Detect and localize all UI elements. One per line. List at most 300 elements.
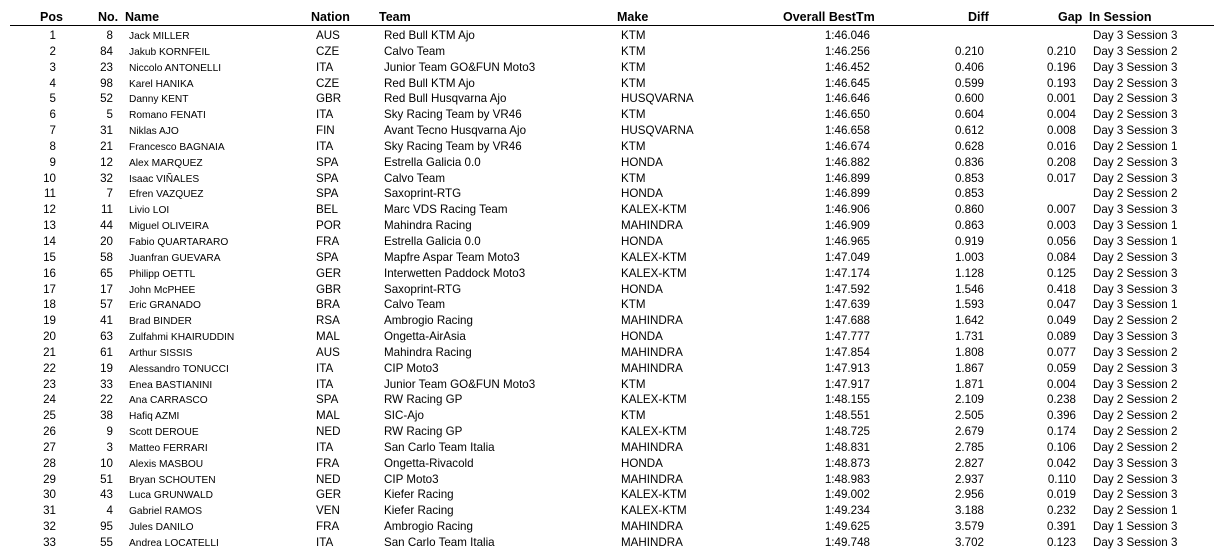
row-make: KTM bbox=[621, 377, 646, 391]
row-rider-name: Livio LOI bbox=[129, 205, 170, 217]
row-number: 23 bbox=[100, 60, 113, 74]
row-team: Kiefer Racing bbox=[384, 488, 454, 502]
row-pos: 33 bbox=[43, 536, 56, 549]
row-best-time: 1:46.452 bbox=[824, 60, 870, 74]
table-row bbox=[0, 313, 1224, 329]
row-team: San Carlo Team Italia bbox=[384, 536, 495, 549]
row-number: 11 bbox=[100, 203, 113, 217]
row-team: San Carlo Team Italia bbox=[384, 440, 495, 454]
row-pos: 5 bbox=[49, 92, 56, 106]
row-rider-name: Enea BASTIANINI bbox=[129, 379, 213, 391]
row-diff: 0.836 bbox=[954, 155, 984, 169]
row-nation: GBR bbox=[316, 92, 342, 106]
row-make: KALEX-KTM bbox=[621, 393, 687, 407]
row-rider-name: Alex MARQUEZ bbox=[129, 157, 203, 169]
row-team: Interwetten Paddock Moto3 bbox=[384, 266, 526, 280]
row-session: Day 3 Session 1 bbox=[1093, 298, 1178, 312]
row-best-time: 1:46.650 bbox=[824, 108, 870, 122]
row-gap: 0.077 bbox=[1046, 345, 1076, 359]
row-make: KTM bbox=[621, 139, 646, 153]
table-row bbox=[0, 440, 1224, 456]
row-make: MAHINDRA bbox=[621, 345, 683, 359]
row-make: KALEX-KTM bbox=[621, 425, 687, 439]
row-diff: 0.210 bbox=[954, 44, 984, 58]
row-best-time: 1:47.174 bbox=[824, 266, 870, 280]
row-diff: 2.937 bbox=[954, 472, 984, 486]
row-diff: 1.003 bbox=[954, 250, 984, 264]
row-rider-name: Alessandro TONUCCI bbox=[129, 363, 229, 375]
row-pos: 13 bbox=[43, 219, 56, 233]
row-gap: 0.110 bbox=[1047, 472, 1076, 486]
row-rider-name: Luca GRUNWALD bbox=[129, 490, 213, 502]
row-team: Estrella Galicia 0.0 bbox=[384, 155, 481, 169]
row-nation: CZE bbox=[316, 44, 340, 58]
row-make: HONDA bbox=[621, 187, 663, 201]
row-nation: BRA bbox=[316, 298, 340, 312]
row-best-time: 1:48.983 bbox=[824, 472, 870, 486]
row-pos: 7 bbox=[49, 124, 56, 138]
row-best-time: 1:46.674 bbox=[824, 139, 870, 153]
row-pos: 4 bbox=[49, 76, 56, 90]
row-best-time: 1:49.234 bbox=[824, 504, 870, 518]
row-session: Day 3 Session 3 bbox=[1093, 456, 1178, 470]
row-make: KALEX-KTM bbox=[621, 203, 687, 217]
row-pos: 30 bbox=[43, 488, 56, 502]
row-gap: 0.059 bbox=[1046, 361, 1076, 375]
table-row bbox=[0, 392, 1224, 408]
row-number: 33 bbox=[100, 377, 113, 391]
header-name: Name bbox=[125, 10, 160, 24]
row-nation: GER bbox=[316, 266, 342, 280]
row-make: KTM bbox=[621, 171, 646, 185]
row-pos: 19 bbox=[43, 314, 56, 328]
table-row bbox=[0, 44, 1224, 60]
row-team: Red Bull Husqvarna Ajo bbox=[384, 92, 507, 106]
row-best-time: 1:48.831 bbox=[824, 440, 870, 454]
row-diff: 1.871 bbox=[954, 377, 984, 391]
row-nation: ITA bbox=[316, 60, 334, 74]
row-make: KTM bbox=[621, 76, 646, 90]
row-gap: 0.004 bbox=[1046, 377, 1076, 391]
row-session: Day 3 Session 3 bbox=[1093, 282, 1178, 296]
row-gap: 0.017 bbox=[1046, 171, 1076, 185]
row-nation: SPA bbox=[316, 250, 339, 264]
row-nation: FRA bbox=[316, 520, 340, 534]
row-pos: 32 bbox=[43, 520, 56, 534]
row-pos: 9 bbox=[49, 155, 56, 169]
row-pos: 29 bbox=[43, 472, 56, 486]
row-gap: 0.174 bbox=[1046, 425, 1076, 439]
row-make: KTM bbox=[621, 298, 646, 312]
row-diff: 0.860 bbox=[954, 203, 984, 217]
row-nation: AUS bbox=[316, 29, 340, 42]
row-gap: 0.047 bbox=[1046, 298, 1076, 312]
row-rider-name: Alexis MASBOU bbox=[129, 458, 204, 470]
row-session: Day 2 Session 1 bbox=[1093, 139, 1178, 153]
row-pos: 23 bbox=[43, 377, 56, 391]
row-make: MAHINDRA bbox=[621, 520, 683, 534]
row-session: Day 3 Session 3 bbox=[1093, 330, 1178, 344]
row-gap: 0.238 bbox=[1046, 393, 1076, 407]
row-make: KALEX-KTM bbox=[621, 250, 687, 264]
row-gap: 0.008 bbox=[1046, 124, 1076, 138]
row-number: 21 bbox=[100, 139, 113, 153]
row-nation: GBR bbox=[316, 282, 342, 296]
row-team: Avant Tecno Husqvarna Ajo bbox=[384, 124, 527, 138]
row-team: RW Racing GP bbox=[384, 425, 463, 439]
row-number: 31 bbox=[100, 124, 113, 138]
row-pos: 31 bbox=[43, 504, 56, 518]
row-team: Mapfre Aspar Team Moto3 bbox=[384, 250, 520, 264]
row-diff: 0.853 bbox=[954, 187, 984, 201]
row-diff: 2.827 bbox=[954, 456, 984, 470]
row-nation: FIN bbox=[316, 124, 335, 138]
row-gap: 0.232 bbox=[1046, 504, 1076, 518]
row-number: 41 bbox=[100, 314, 113, 328]
row-best-time: 1:46.256 bbox=[824, 44, 870, 58]
row-diff: 0.406 bbox=[954, 60, 984, 74]
row-rider-name: Karel HANIKA bbox=[129, 78, 194, 90]
row-number: 3 bbox=[106, 440, 113, 454]
row-session: Day 3 Session 2 bbox=[1093, 345, 1178, 359]
row-pos: 6 bbox=[49, 108, 56, 122]
row-nation: CZE bbox=[316, 76, 340, 90]
row-pos: 20 bbox=[43, 330, 56, 344]
row-number: 38 bbox=[100, 409, 113, 423]
row-best-time: 1:47.913 bbox=[824, 361, 870, 375]
row-pos: 11 bbox=[43, 187, 56, 201]
row-session: Day 2 Session 2 bbox=[1093, 393, 1178, 407]
row-best-time: 1:47.777 bbox=[824, 330, 870, 344]
row-diff: 0.919 bbox=[954, 234, 984, 248]
row-nation: GER bbox=[316, 488, 342, 502]
row-nation: SPA bbox=[316, 171, 339, 185]
row-session: Day 2 Session 1 bbox=[1093, 504, 1178, 518]
row-make: HONDA bbox=[621, 155, 663, 169]
row-nation: ITA bbox=[316, 377, 334, 391]
row-gap: 0.396 bbox=[1046, 409, 1076, 423]
row-diff: 2.785 bbox=[954, 440, 984, 454]
row-number: 4 bbox=[106, 504, 113, 518]
row-diff: 0.853 bbox=[954, 171, 984, 185]
row-best-time: 1:48.155 bbox=[824, 393, 870, 407]
table-row bbox=[0, 218, 1224, 234]
row-team: Marc VDS Racing Team bbox=[384, 203, 508, 217]
row-session: Day 2 Session 2 bbox=[1093, 409, 1178, 423]
row-rider-name: Romano FENATI bbox=[129, 110, 206, 122]
row-pos: 27 bbox=[43, 440, 56, 454]
row-team: Ambrogio Racing bbox=[384, 520, 473, 534]
row-pos: 15 bbox=[43, 250, 56, 264]
row-best-time: 1:47.639 bbox=[824, 298, 870, 312]
header-divider bbox=[10, 25, 1214, 26]
row-pos: 25 bbox=[43, 409, 56, 423]
row-best-time: 1:46.646 bbox=[824, 92, 870, 106]
row-pos: 2 bbox=[49, 44, 56, 58]
row-best-time: 1:46.906 bbox=[824, 203, 870, 217]
row-make: HUSQVARNA bbox=[621, 124, 694, 138]
row-diff: 1.731 bbox=[954, 330, 984, 344]
row-make: KALEX-KTM bbox=[621, 266, 687, 280]
row-team: Saxoprint-RTG bbox=[384, 282, 462, 296]
row-number: 12 bbox=[100, 155, 113, 169]
row-team: Red Bull KTM Ajo bbox=[384, 76, 475, 90]
table-row bbox=[0, 377, 1224, 393]
row-number: 8 bbox=[106, 29, 113, 42]
row-team: Red Bull KTM Ajo bbox=[384, 29, 475, 42]
table-row bbox=[0, 186, 1224, 202]
table-row bbox=[0, 456, 1224, 472]
table-row bbox=[0, 408, 1224, 424]
row-best-time: 1:47.592 bbox=[824, 282, 870, 296]
row-rider-name: Andrea LOCATELLI bbox=[129, 538, 219, 549]
table-row bbox=[0, 28, 1224, 44]
row-number: 17 bbox=[100, 282, 113, 296]
row-nation: AUS bbox=[316, 345, 340, 359]
row-pos: 17 bbox=[43, 282, 56, 296]
row-best-time: 1:46.658 bbox=[824, 124, 870, 138]
row-gap: 0.123 bbox=[1046, 536, 1076, 549]
row-diff: 1.642 bbox=[954, 314, 984, 328]
row-rider-name: Jakub KORNFEIL bbox=[129, 46, 210, 58]
row-best-time: 1:46.882 bbox=[824, 155, 870, 169]
row-diff: 1.808 bbox=[954, 345, 984, 359]
row-rider-name: Gabriel RAMOS bbox=[129, 506, 203, 518]
row-best-time: 1:47.049 bbox=[824, 250, 870, 264]
row-session: Day 1 Session 3 bbox=[1093, 520, 1178, 534]
table-row bbox=[0, 282, 1224, 298]
row-team: Calvo Team bbox=[384, 171, 446, 185]
row-best-time: 1:49.748 bbox=[824, 536, 870, 549]
row-team: Calvo Team bbox=[384, 298, 446, 312]
row-session: Day 2 Session 2 bbox=[1093, 187, 1178, 201]
row-rider-name: Hafiq AZMI bbox=[129, 411, 180, 423]
row-number: 7 bbox=[106, 187, 113, 201]
header-team: Team bbox=[379, 10, 411, 24]
row-team: Kiefer Racing bbox=[384, 504, 454, 518]
row-make: HONDA bbox=[621, 234, 663, 248]
row-pos: 28 bbox=[43, 456, 56, 470]
row-nation: BEL bbox=[316, 203, 338, 217]
row-team: Saxoprint-RTG bbox=[384, 187, 462, 201]
row-make: KTM bbox=[621, 44, 646, 58]
row-make: MAHINDRA bbox=[621, 472, 683, 486]
row-gap: 0.001 bbox=[1046, 92, 1076, 106]
row-best-time: 1:46.909 bbox=[824, 219, 870, 233]
header-no: No. bbox=[98, 10, 119, 24]
table-row bbox=[0, 424, 1224, 440]
row-diff: 1.867 bbox=[954, 361, 984, 375]
header-session: In Session bbox=[1089, 10, 1152, 24]
row-diff: 0.863 bbox=[954, 219, 984, 233]
row-session: Day 2 Session 3 bbox=[1093, 171, 1178, 185]
header-nation: Nation bbox=[311, 10, 350, 24]
row-best-time: 1:47.917 bbox=[824, 377, 870, 391]
row-rider-name: Isaac VIÑALES bbox=[129, 173, 200, 185]
row-team: Junior Team GO&FUN Moto3 bbox=[384, 60, 536, 74]
row-team: Sky Racing Team by VR46 bbox=[384, 108, 522, 122]
row-diff: 3.188 bbox=[954, 504, 984, 518]
row-nation: ITA bbox=[316, 440, 334, 454]
row-team: Ambrogio Racing bbox=[384, 314, 473, 328]
row-gap: 0.056 bbox=[1046, 234, 1076, 248]
row-gap: 0.418 bbox=[1046, 282, 1076, 296]
row-team: SIC-Ajo bbox=[384, 409, 424, 423]
row-pos: 14 bbox=[43, 234, 56, 248]
table-row bbox=[0, 361, 1224, 377]
row-nation: SPA bbox=[316, 155, 339, 169]
row-nation: SPA bbox=[316, 393, 339, 407]
row-nation: NED bbox=[316, 472, 341, 486]
row-make: KTM bbox=[621, 60, 646, 74]
row-gap: 0.196 bbox=[1046, 60, 1076, 74]
row-session: Day 3 Session 3 bbox=[1093, 60, 1178, 74]
row-rider-name: Jack MILLER bbox=[129, 31, 190, 42]
row-team: RW Racing GP bbox=[384, 393, 463, 407]
row-session: Day 2 Session 3 bbox=[1093, 488, 1178, 502]
row-gap: 0.007 bbox=[1046, 203, 1076, 217]
row-team: CIP Moto3 bbox=[384, 472, 439, 486]
row-gap: 0.084 bbox=[1046, 250, 1076, 264]
row-pos: 12 bbox=[43, 203, 56, 217]
row-number: 22 bbox=[100, 393, 113, 407]
table-row bbox=[0, 535, 1224, 551]
table-row bbox=[0, 202, 1224, 218]
row-nation: NED bbox=[316, 425, 341, 439]
row-make: HONDA bbox=[621, 282, 663, 296]
row-number: 65 bbox=[100, 266, 113, 280]
row-number: 32 bbox=[100, 171, 113, 185]
row-number: 9 bbox=[106, 425, 113, 439]
row-rider-name: Matteo FERRARI bbox=[129, 442, 208, 454]
row-number: 95 bbox=[100, 520, 113, 534]
row-gap: 0.193 bbox=[1046, 76, 1076, 90]
row-best-time: 1:48.873 bbox=[824, 456, 870, 470]
row-diff: 1.546 bbox=[954, 282, 984, 296]
table-row bbox=[0, 250, 1224, 266]
row-pos: 21 bbox=[43, 345, 56, 359]
row-nation: FRA bbox=[316, 456, 340, 470]
row-gap: 0.089 bbox=[1046, 330, 1076, 344]
row-rider-name: Brad BINDER bbox=[129, 316, 192, 328]
row-session: Day 3 Session 3 bbox=[1093, 29, 1178, 42]
row-best-time: 1:47.854 bbox=[824, 345, 870, 359]
row-gap: 0.004 bbox=[1046, 108, 1076, 122]
row-session: Day 2 Session 3 bbox=[1093, 472, 1178, 486]
table-row bbox=[0, 171, 1224, 187]
row-session: Day 2 Session 3 bbox=[1093, 361, 1178, 375]
row-make: MAHINDRA bbox=[621, 361, 683, 375]
row-session: Day 3 Session 2 bbox=[1093, 377, 1178, 391]
row-pos: 8 bbox=[49, 139, 56, 153]
row-gap: 0.125 bbox=[1046, 266, 1076, 280]
row-session: Day 2 Session 2 bbox=[1093, 314, 1178, 328]
row-make: KTM bbox=[621, 409, 646, 423]
table-row bbox=[0, 155, 1224, 171]
row-rider-name: Scott DEROUE bbox=[129, 427, 199, 439]
row-best-time: 1:46.899 bbox=[824, 187, 870, 201]
row-team: Mahindra Racing bbox=[384, 219, 472, 233]
row-diff: 0.628 bbox=[954, 139, 984, 153]
row-team: Ongetta-AirAsia bbox=[384, 330, 466, 344]
row-number: 55 bbox=[100, 536, 113, 549]
row-number: 61 bbox=[100, 345, 113, 359]
row-rider-name: Fabio QUARTARARO bbox=[129, 236, 229, 248]
row-diff: 2.679 bbox=[954, 425, 984, 439]
row-diff: 0.599 bbox=[954, 76, 984, 90]
row-number: 63 bbox=[100, 330, 113, 344]
row-number: 52 bbox=[100, 92, 113, 106]
row-make: HONDA bbox=[621, 330, 663, 344]
row-gap: 0.042 bbox=[1046, 456, 1076, 470]
row-number: 19 bbox=[100, 361, 113, 375]
table-row bbox=[0, 76, 1224, 92]
row-nation: MAL bbox=[316, 330, 340, 344]
header-diff: Diff bbox=[968, 10, 989, 24]
row-make: MAHINDRA bbox=[621, 536, 683, 549]
row-pos: 16 bbox=[43, 266, 56, 280]
row-diff: 0.612 bbox=[954, 124, 984, 138]
row-nation: POR bbox=[316, 219, 342, 233]
table-row bbox=[0, 107, 1224, 123]
header-gap: Gap bbox=[1058, 10, 1083, 24]
row-best-time: 1:46.965 bbox=[824, 234, 870, 248]
row-diff: 2.505 bbox=[954, 409, 984, 423]
row-number: 84 bbox=[100, 44, 113, 58]
row-session: Day 3 Session 3 bbox=[1093, 203, 1178, 217]
table-row bbox=[0, 472, 1224, 488]
row-make: HONDA bbox=[621, 456, 663, 470]
row-rider-name: Ana CARRASCO bbox=[129, 395, 208, 407]
row-number: 5 bbox=[106, 108, 113, 122]
table-row bbox=[0, 234, 1224, 250]
row-gap: 0.210 bbox=[1046, 44, 1076, 58]
row-best-time: 1:46.046 bbox=[824, 29, 870, 42]
table-row bbox=[0, 91, 1224, 107]
row-team: CIP Moto3 bbox=[384, 361, 439, 375]
row-gap: 0.049 bbox=[1046, 314, 1076, 328]
table-row bbox=[0, 329, 1224, 345]
row-rider-name: Philipp OETTL bbox=[129, 268, 196, 280]
row-rider-name: Danny KENT bbox=[129, 94, 189, 106]
row-session: Day 3 Session 1 bbox=[1093, 234, 1178, 248]
table-row bbox=[0, 266, 1224, 282]
row-nation: ITA bbox=[316, 361, 334, 375]
header-make: Make bbox=[617, 10, 649, 24]
row-diff: 0.604 bbox=[954, 108, 984, 122]
row-number: 44 bbox=[100, 219, 113, 233]
row-pos: 3 bbox=[49, 60, 56, 74]
row-best-time: 1:49.625 bbox=[824, 520, 870, 534]
row-team: Sky Racing Team by VR46 bbox=[384, 139, 522, 153]
table-row bbox=[0, 60, 1224, 76]
row-team: Estrella Galicia 0.0 bbox=[384, 234, 481, 248]
row-nation: SPA bbox=[316, 187, 339, 201]
row-make: KTM bbox=[621, 29, 646, 42]
row-make: KALEX-KTM bbox=[621, 488, 687, 502]
row-number: 58 bbox=[100, 250, 113, 264]
row-diff: 3.579 bbox=[954, 520, 984, 534]
row-best-time: 1:49.002 bbox=[824, 488, 870, 502]
row-team: Mahindra Racing bbox=[384, 345, 472, 359]
row-team: Calvo Team bbox=[384, 44, 446, 58]
row-session: Day 2 Session 3 bbox=[1093, 108, 1178, 122]
table-row bbox=[0, 139, 1224, 155]
row-gap: 0.019 bbox=[1046, 488, 1076, 502]
row-pos: 26 bbox=[43, 425, 56, 439]
row-best-time: 1:46.899 bbox=[824, 171, 870, 185]
row-nation: FRA bbox=[316, 234, 340, 248]
